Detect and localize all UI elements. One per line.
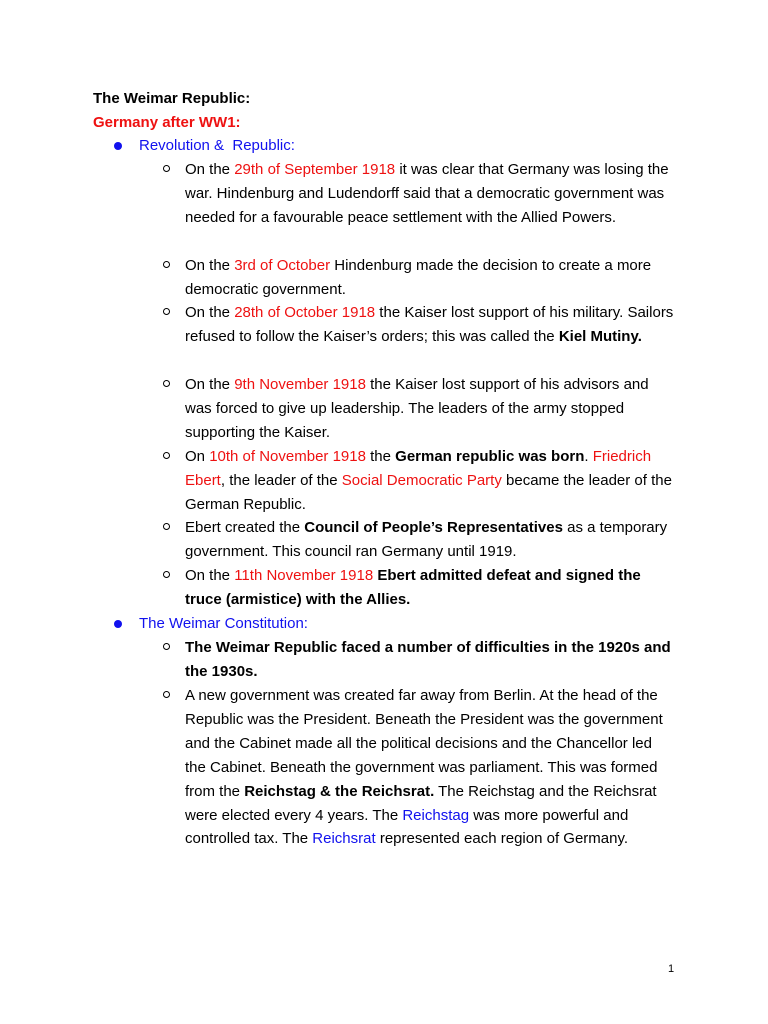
highlight-text: 29th of September 1918	[234, 161, 396, 178]
text-run: On the	[185, 567, 235, 584]
text-run: it was clear that Germany was losing the war. Hindenburg and Ludendorff said that a democratic government was needed for a favourable peace settlement with the Allied Powers.	[185, 161, 669, 226]
text-run: represented each region of Germany.	[375, 830, 629, 848]
highlight-text: Friedrich Ebert	[185, 448, 652, 489]
circle-bullet-icon	[163, 380, 170, 387]
text-run: Ebert created the	[185, 519, 305, 536]
text-run: On the	[185, 376, 235, 393]
circle-bullet-icon	[163, 691, 170, 698]
text-run: On the	[185, 161, 235, 178]
highlight-text: 11th November 1918	[234, 567, 374, 584]
text-run: as a temporary government. This council ran Germany until 1919.	[185, 519, 668, 560]
text-run: the	[365, 448, 396, 465]
list-item	[185, 445, 675, 517]
text-run: On the	[185, 304, 235, 321]
circle-bullet-icon	[163, 643, 170, 650]
text-run: , the leader of the	[220, 471, 342, 489]
list-item	[185, 516, 675, 564]
highlight-text: 3rd of October	[234, 257, 331, 274]
page-title: The Weimar Republic:	[93, 90, 251, 107]
circle-bullet-icon	[163, 261, 170, 268]
bullet-icon	[114, 620, 122, 628]
circle-bullet-icon	[163, 165, 170, 172]
highlight-text: 28th of October 1918	[234, 304, 376, 321]
list-item	[185, 636, 675, 684]
text-run: On	[185, 448, 210, 465]
highlight-text: 10th of November 1918	[209, 448, 366, 465]
text-run: the Kaiser lost support of his military. Sailors refused to follow the Kaiser’s orders; this was called the	[185, 304, 674, 345]
page-number: 1	[668, 963, 675, 975]
text-run: The Reichstag and the Reichsrat were elected every 4 years. The	[185, 782, 657, 824]
page-subtitle: Germany after WW1:	[93, 114, 241, 131]
section-heading: Revolution & Republic:	[139, 137, 295, 154]
list-item	[185, 301, 675, 349]
bold-text: Reichstag & the Reichsrat.	[244, 782, 435, 800]
list-item	[185, 254, 675, 302]
circle-bullet-icon	[163, 452, 170, 459]
list-item	[185, 158, 675, 230]
text-run: Hindenburg made the decision to create a more democratic government.	[185, 257, 652, 298]
list-item	[185, 373, 675, 445]
highlight-text: 9th November 1918	[234, 376, 366, 393]
text-run: On the	[185, 257, 235, 274]
list-item	[185, 564, 675, 612]
text-run: .	[584, 448, 593, 465]
highlight-text: Reichstag	[402, 806, 470, 824]
text-run: the Kaiser lost support of his advisors and was forced to give up leadership. The leaders of the army stopped supporting the Kaiser.	[185, 376, 649, 441]
highlight-text: Social Democratic Party	[341, 471, 502, 489]
highlight-text: Reichsrat	[312, 830, 376, 848]
circle-bullet-icon	[163, 523, 170, 530]
bold-text: German republic was born	[395, 448, 585, 465]
circle-bullet-icon	[163, 571, 170, 578]
text-run: was more powerful and controlled tax. The	[185, 806, 629, 848]
bullet-icon	[114, 142, 122, 150]
bold-text: The Weimar Republic faced a number of difficulties in the 1920s and the 1930s.	[185, 639, 671, 680]
section-constitution	[0, 612, 768, 636]
section-revolution	[0, 134, 768, 158]
section-heading: The Weimar Constitution:	[139, 615, 308, 632]
circle-bullet-icon	[163, 308, 170, 315]
bold-text: Council of People’s Representatives	[304, 519, 563, 536]
text-run: became the leader of the German Republic.	[185, 471, 672, 513]
bold-text: Ebert admitted defeat and signed the truce (armistice) with the Allies.	[185, 567, 641, 608]
list-item	[185, 684, 675, 851]
text-run: A new government was created far away from Berlin. At the head of the Republic was the President. Beneath the President was the government and the Cabinet made all the political decisions and the Chancellor led the Cabinet. Beneath the government was parliament. This was formed from the	[185, 687, 663, 800]
bold-text: Kiel Mutiny.	[558, 327, 642, 345]
